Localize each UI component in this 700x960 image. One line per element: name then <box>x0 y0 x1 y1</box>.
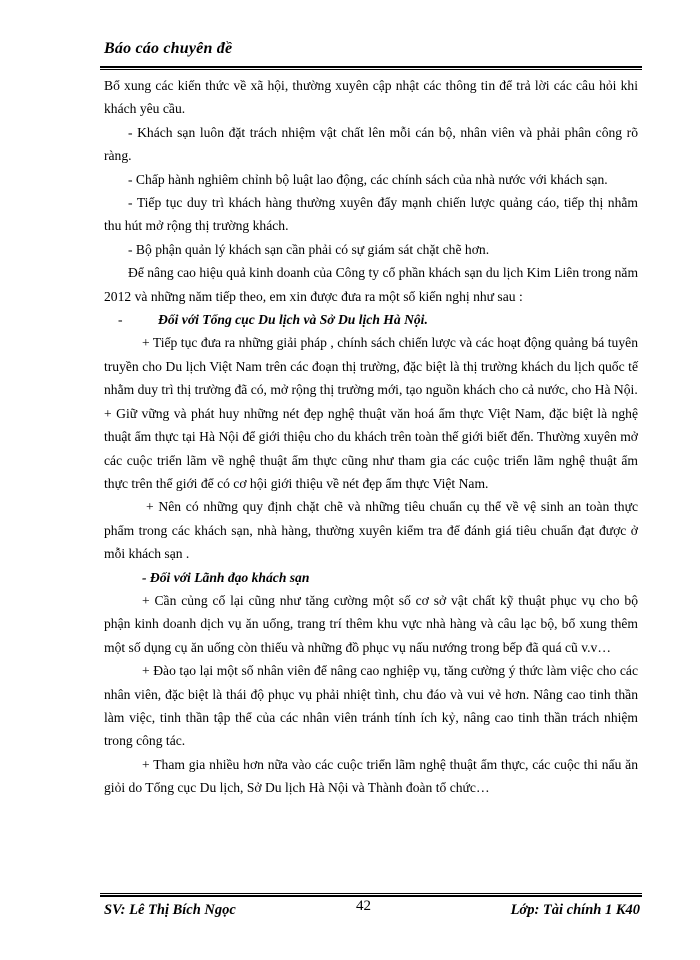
page-number: 42 <box>356 898 371 914</box>
document-body <box>104 74 638 800</box>
section-heading-tourism-text: Đối với Tổng cục Du lịch và Sở Du lịch Hà Nội. <box>158 312 428 328</box>
paragraph: - Khách sạn luôn đặt trách nhiệm vật chất lên mỗi cán bộ, nhân viên và phải phân công rõ ràng. <box>104 124 638 164</box>
header-rule-thin <box>100 69 642 70</box>
paragraph: + Đào tạo lại một số nhân viên để nâng cao nghiệp vụ, tăng cường ý thức làm việc cho các nhân viên, đặc biệt là thái độ phục vụ phải nhiệt tình, chu đáo và vui vẻ hơn. Nâng cao tinh thần làm việc, tinh thần tập thể của các nhân viên tránh tính ích kỷ, nâng cao tinh thần trách nhiệm trong công tác. <box>104 663 638 749</box>
footer-class: Lớp: Tài chính 1 K40 <box>510 902 640 918</box>
footer-student: SV: Lê Thị Bích Ngọc <box>104 902 236 918</box>
section-heading-tourism <box>104 308 638 331</box>
paragraph: + Cần củng cố lại cũng như tăng cường một số cơ sở vật chất kỹ thuật phục vụ cho bộ phận kinh doanh dịch vụ ăn uống, trang trí thêm khu vực nhà hàng và câu lạc bộ, bổ xung thêm một số dụng cụ ăn uống còn thiếu và những đồ phục vụ nấu nướng trong bếp đã quá cũ v.v… <box>104 592 638 655</box>
paragraph: - Tiếp tục duy trì khách hàng thường xuyên đẩy mạnh chiến lược quảng cáo, tiếp thị nhằm thu hút mở rộng thị trường khách. <box>104 195 638 234</box>
paragraph: Bổ xung các kiến thức về xã hội, thường xuyên cập nhật các thông tin để trả lời các câu hỏi khi khách yêu cầu. <box>104 78 638 117</box>
footer-rule-thin <box>100 893 642 894</box>
paragraph: - Chấp hành nghiêm chỉnh bộ luật lao động, các chính sách của nhà nước với khách sạn. <box>128 171 608 187</box>
paragraph: + Giữ vững và phát huy những nét đẹp nghệ thuật văn hoá ẩm thực Việt Nam, đặc biệt là nghệ thuật ẩm thực tại Hà Nội để giới thiệu cho du khách trên toàn thế giới biết đến. Thường xuyên mở các cuộc triển lãm về nghệ thuật ẩm thực cũng như tham gia các cuộc triển lãm nghệ thuật ẩm thực trên thế giới để có cơ hội giới thiệu về nét đẹp ẩm thực Việt Nam. <box>104 405 638 491</box>
section-heading-hotel: - Đối với Lãnh đạo khách sạn <box>142 569 310 585</box>
paragraph: + Nên có những quy định chặt chẽ và những tiêu chuẩn cụ thể về vệ sinh an toàn thực phẩm trong các khách sạn, nhà hàng, thường xuyên kiểm tra để đánh giá tiêu chuẩn đạt được ở mỗi khách sạn . <box>104 499 638 562</box>
footer-rule <box>100 895 642 897</box>
bullet-dash: - <box>118 312 123 328</box>
paragraph: Để nâng cao hiệu quả kinh doanh của Công ty cổ phần khách sạn du lịch Kim Liên trong năm 2012 và những năm tiếp theo, em xin được đưa ra một số kiến nghị như sau : <box>104 265 639 304</box>
paragraph: + Tham gia nhiều hơn nữa vào các cuộc triển lãm nghệ thuật ẩm thực, các cuộc thi nấu ăn giỏi do Tổng cục Du lịch, Sở Du lịch Hà Nội và Thành đoàn tổ chức… <box>104 756 638 796</box>
paragraph: - Bộ phận quản lý khách sạn cần phải có sự giám sát chặt chẽ hơn. <box>128 241 490 257</box>
header-rule <box>100 66 642 68</box>
paragraph: + Tiếp tục đưa ra những giải pháp , chính sách chiến lược và các hoạt động quảng bá tuyên truyền cho Du lịch Việt Nam trên các đoạn thị trường, đặc biệt là thị trường khách du lịch quốc tế nhằm duy trì thị trường đã có, mở rộng thị trường mới, tạo nguồn khách cho cả nước, cho Hà Nội. <box>104 335 638 398</box>
header-title: Báo cáo chuyên đề <box>104 40 233 57</box>
